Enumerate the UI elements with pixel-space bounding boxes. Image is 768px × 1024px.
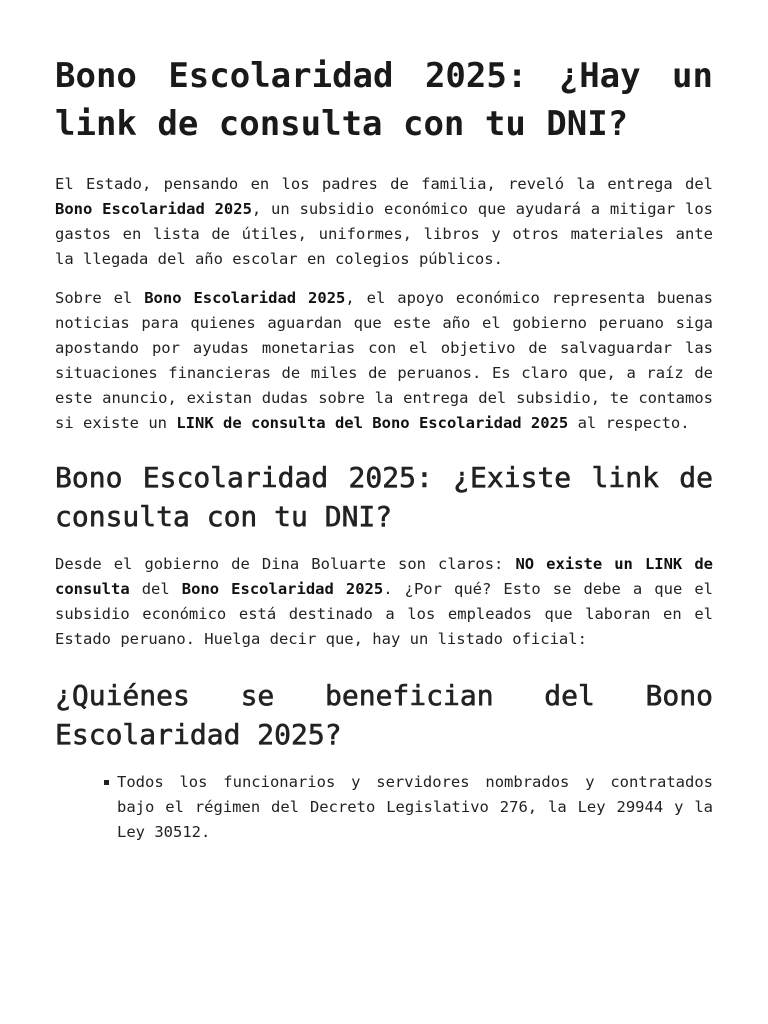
paragraph-text: Sobre el [55,289,145,307]
answer-paragraph [55,552,713,652]
intro-paragraph [55,172,713,272]
bold-text: Bono Escolaridad 2025 [144,289,346,307]
paragraph-text: , un subsidio económico que ayudará a mitigar los gastos en lista de útiles, uniformes, libros y otros materiales ante la llegada del año escolar en colegios públicos. [55,200,713,268]
paragraph-text: . ¿Por qué? Esto se debe a que el subsidio económico está destinado a los empleados que laboran en el Estado peruano. Huelga decir que, hay un listado oficial: [55,580,714,648]
bold-text: NO existe un LINK de consulta [55,555,713,598]
paragraph-text: al respecto. [568,414,690,432]
bold-text: Bono Escolaridad 2025 [55,200,252,218]
beneficiaries-list [55,770,713,845]
paragraph-text: Desde el gobierno de Dina Boluarte son claros: [55,555,516,573]
context-paragraph [55,286,713,436]
article-title: Bono Escolaridad 2025: ¿Hay un link de consulta con tu DNI? [55,56,713,144]
paragraph-text: El Estado, pensando en los padres de familia, reveló la entrega del [55,175,713,193]
section-heading-beneficiaries: ¿Quiénes se benefician del Bono Escolaridad 2025? [55,679,713,751]
list-item-text: Todos los funcionarios y servidores nombrados y contratados bajo el régimen del Decreto Legislativo 276, la Ley 29944 y la Ley 30512. [117,773,713,841]
paragraph-text: del [129,580,182,598]
section-heading-link: Bono Escolaridad 2025: ¿Existe link de consulta con tu DNI? [55,461,713,533]
bold-text: LINK de consulta del Bono Escolaridad 2025 [176,414,569,432]
paragraph-text: , el apoyo económico representa buenas noticias para quienes aguardan que este año el gobierno peruano siga apostando por ayudas monetarias con el objetivo de salvaguardar las situaciones financieras de miles de peruanos. Es claro que, a raíz de este anuncio, existan dudas sobre la entrega del subsidio, te contamos si existe un [55,289,714,432]
square-bullet-icon [104,780,109,785]
list-item [117,770,713,845]
bold-text: Bono Escolaridad 2025 [181,580,384,598]
